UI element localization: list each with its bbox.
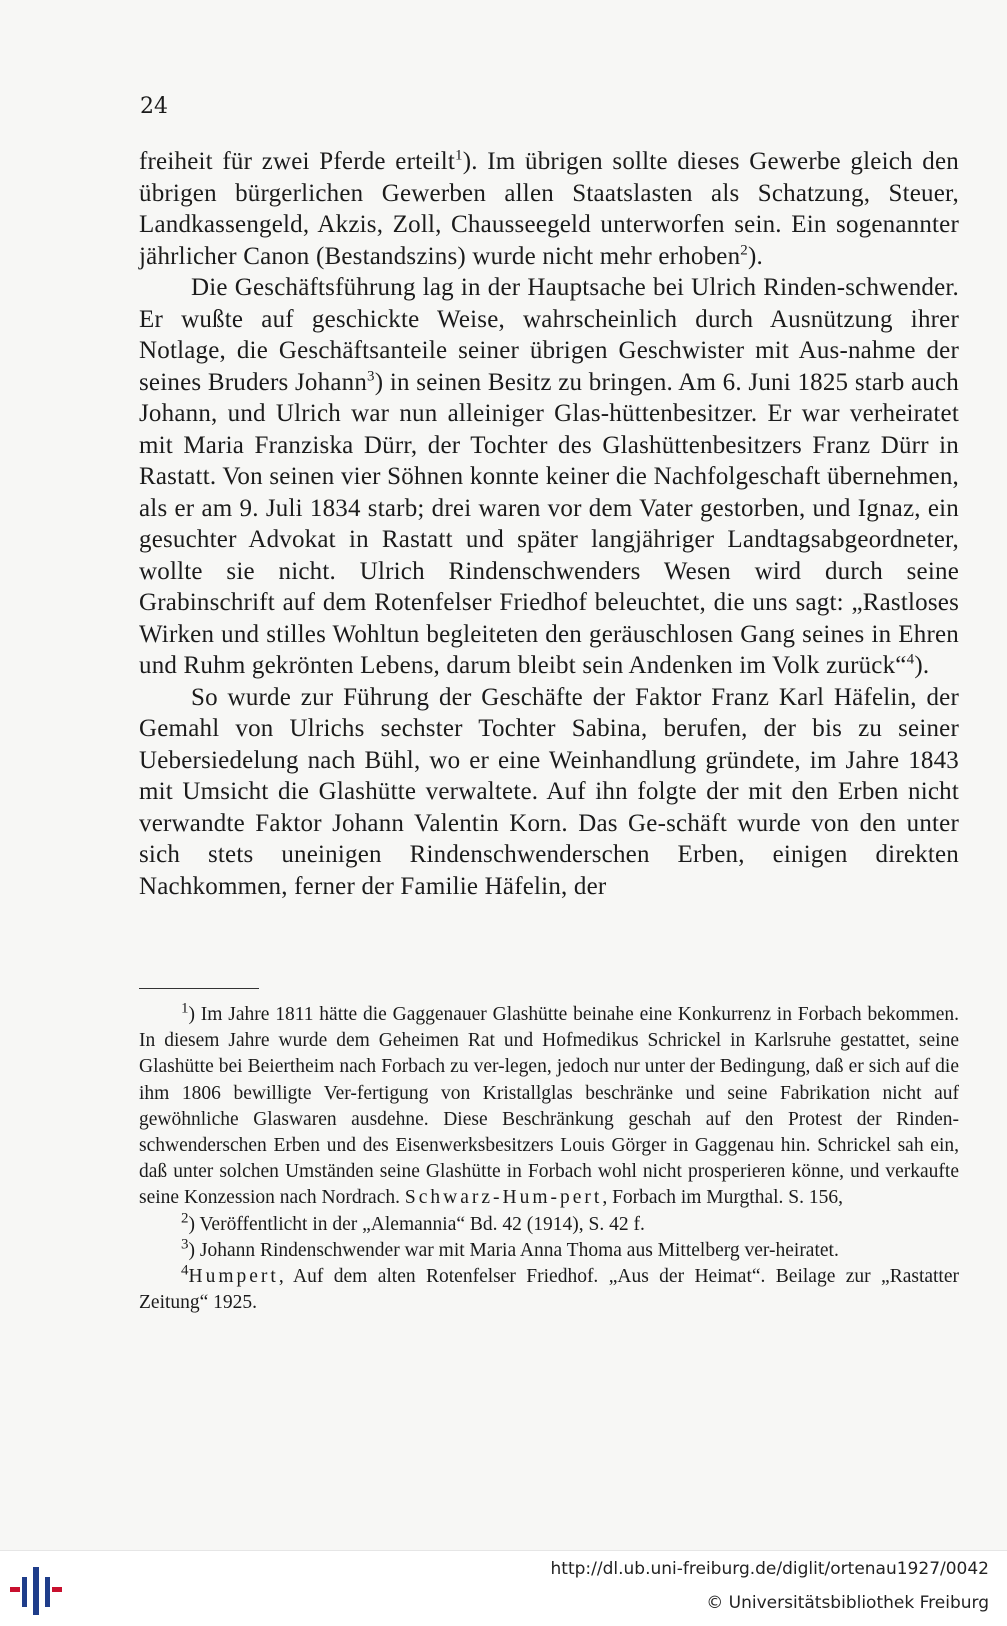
footer-copyright: © Universitätsbibliothek Freiburg (706, 1593, 989, 1613)
footnote-2-text: ) Veröffentlicht in der „Alemannia“ Bd. 42 (1914), S. 42 f. (188, 1213, 645, 1235)
footnote-4-text: , Auf dem alten Rotenfelser Friedhof. „Aus der Heimat“. Beilage zur „Rastatter Zeitung“ 1925. (139, 1266, 959, 1314)
paragraph-2-text-b: ) in seinen Besitz zu bringen. Am 6. Juni 1825 starb auch Johann, und Ulrich war nun alleiniger Glas-hüttenbesitzer. Er war verheiratet mit Maria Franziska Dürr, der Tochter des Glashüttenbesitzers Franz Dürr in Rastatt. Von seinen vier Söhnen konnte keiner die Nachfolgeschaft übernehmen, als er am 9. Juli 1834 starb; drei waren vor dem Vater gestorben, und Ignaz, ein gesuchter Advokat in Rastatt und später langjähriger Landtagsabgeordneter, wollte sie nicht. Ulrich Rindenschwenders Wesen wird durch seine Grabinschrift auf dem Rotenfelser Friedhof beleuchtet, die uns sagt: „Rastloses Wirken und stilles Wohltun begleiteten den geräuschlosen Gang seines in Ehren und Ruhm gekrönten Lebens, darum bleibt sein Andenken im Volk zurück“ (139, 368, 960, 679)
footnote-ref-1: 1 (455, 147, 463, 164)
footnote-1-author: Schwarz-Hum-pert (404, 1187, 603, 1209)
paragraph-1-text-a: freiheit für zwei Pferde erteilt (139, 148, 456, 175)
footnote-3 (139, 1238, 959, 1264)
page-number: 24 (140, 94, 168, 119)
footnote-2-marker: 2 (181, 1210, 189, 1227)
paragraph-3: So wurde zur Führung der Geschäfte der Faktor Franz Karl Häfelin, der Gemahl von Ulrichs sechster Tochter Sabina, berufen, der bis zu seiner Uebersiedelung nach Bühl, wo er eine Weinhandlung gründete, im Jahre 1843 mit Umsicht die Glashütte verwaltete. Auf ihn folgte der mit den Erben nicht verwandte Faktor Johann Valentin Korn. Das Ge-schäft wurde von den unter sich stets uneinigen Rindenschwenderschen Erben, einigen direkten Nachkommen, ferner der Familie Häfelin, der (139, 683, 959, 900)
footnote-4-author: Humpert (188, 1266, 279, 1288)
library-footer (0, 1550, 1007, 1626)
footnote-4-marker: 4 (181, 1262, 189, 1279)
footnote-1-text: ) Im Jahre 1811 hätte die Gaggenauer Glashütte beinahe eine Konkurrenz in Forbach bekommen. In diesem Jahre wurde dem Geheimen Rat und Hofmedikus Schrickel in Karlsruhe gestattet, seine Glashütte bei Beiertheim nach Forbach zu ver-legen, jedoch nur unter der Bedingung, daß er sich auf die ihm 1806 bewilligte Ver-fertigung von Kristallglas beschränke und seine Fabrikation nicht auf gewöhnliche Glaswaren ausdehne. Diese Beschränkung geschah auf den Protest der Rinden-schwenderschen Erben und des Eisenwerksbesitzers Louis Görger in Gaggenau hin. Schrickel sah ein, daß unter solchen Umständen seine Glashütte in Forbach wohl nicht prosperieren könne, und verkaufte seine Konzession nach Nordrach. (139, 1004, 959, 1209)
footer-url-link[interactable]: http://dl.ub.uni-freiburg.de/diglit/ortenau1927/0042 (550, 1559, 989, 1579)
body-text (139, 146, 959, 902)
paragraph-1 (139, 146, 959, 272)
footnote-ref-2: 2 (740, 242, 748, 259)
footnote-4 (139, 1264, 959, 1316)
footnote-ref-4: 4 (906, 651, 915, 668)
footnote-3-text: ) Johann Rindenschwender war mit Maria Anna Thoma aus Mittelberg ver-heiratet. (188, 1239, 839, 1261)
paragraph-1-text-c: ). (748, 242, 763, 270)
paragraph-2-text-c: ). (914, 652, 930, 679)
paragraph-2-text-a: Die Geschäftsführung lag in der Hauptsache bei Ulrich Rinden-schwender. Er wußte auf geschickte Weise, wahrscheinlich durch Ausnützung ihrer Notlage, die Geschäftsanteile seiner übrigen Geschwister mit Aus-nahme der seines Bruders Johann (139, 274, 959, 396)
footnote-1-marker: 1 (181, 1000, 189, 1017)
footnote-ref-3: 3 (367, 368, 375, 385)
footnote-1-source: , Forbach im Murgthal. S. 156, (602, 1187, 844, 1209)
paragraph-1-text-b: ). Im übrigen sollte dieses Gewerbe gleich den übrigen bürgerlichen Gewerben allen Staatslasten als Schatzung, Steuer, Landkassengeld, Akzis, Zoll, Chausseegeld unterworfen sein. Ein sogenannter jährlicher Canon (Bestandszins) wurde nicht mehr erhoben (139, 148, 959, 270)
footnote-3-marker: 3 (181, 1236, 189, 1253)
footnote-2 (139, 1212, 959, 1238)
footnote-separator (139, 988, 259, 989)
ub-freiburg-logo-icon[interactable] (8, 1563, 64, 1619)
footnotes (139, 1002, 959, 1316)
footnote-1 (139, 1002, 959, 1212)
paragraph-2 (139, 272, 959, 682)
